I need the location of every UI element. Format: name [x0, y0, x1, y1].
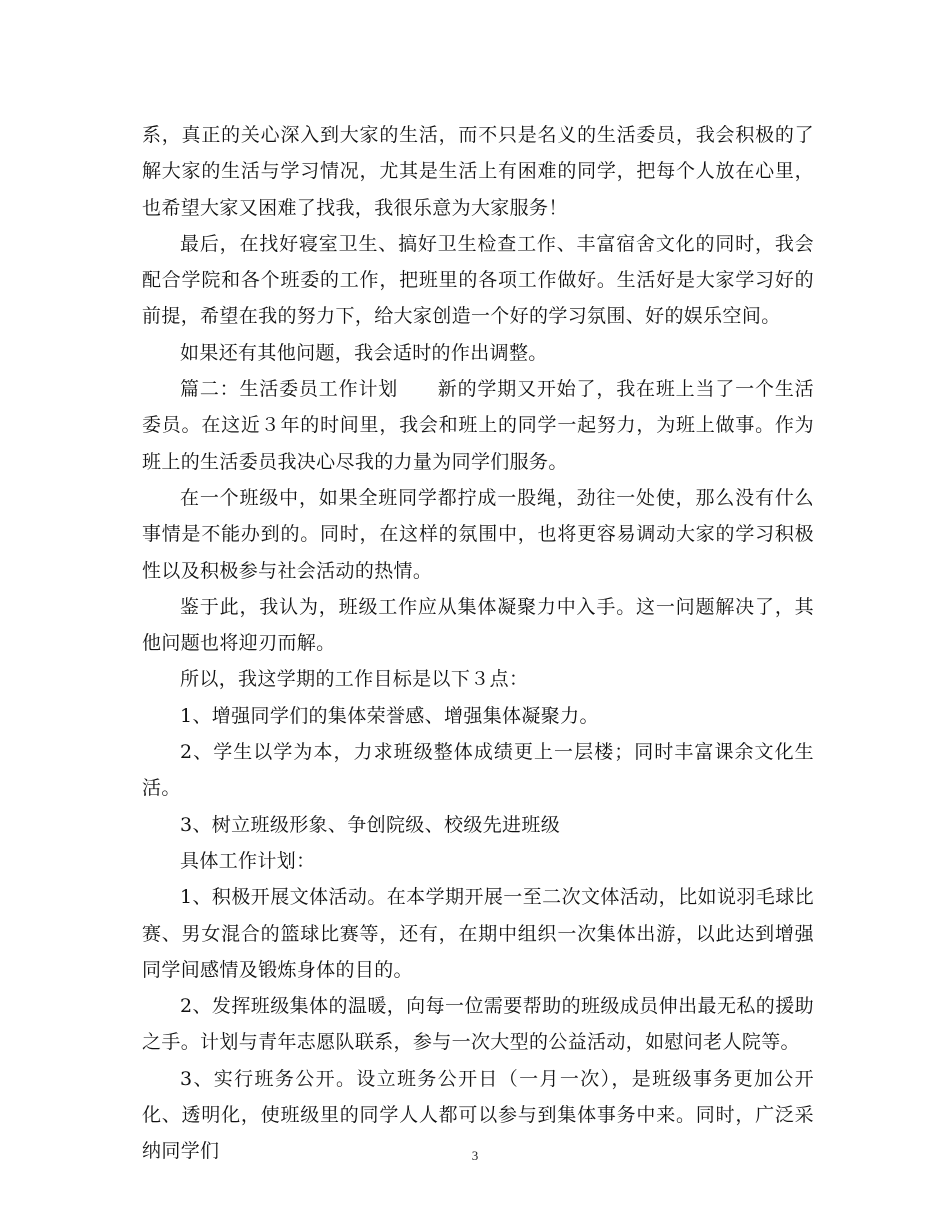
plan-item: 1、积极开展文体活动。在本学期开展一至二次文体活动，比如说羽毛球比赛、男女混合的篮球比赛等，还有，在期中组织一次集体出游，以此达到增强同学间感情及锻炼身体的目的。: [142, 886, 814, 981]
paragraph: 最后，在找好寝室卫生、搞好卫生检查工作、丰富宿舍文化的同时，我会配合学院和各个班委的工作，把班里的各项工作做好。生活好是大家学习好的前提，希望在我的努力下，给大家创造一个好的学习氛围、好的娱乐空间。: [142, 232, 814, 328]
section-heading-paragraph: 篇二：生活委员工作计划 新的学期又开始了，我在班上当了一个生活委员。在这近３年的时间里，我会和班上的同学一起努力，为班上做事。作为班上的生活委员我决心尽我的力量为同学们服务。: [142, 378, 814, 473]
goal-item: 2、学生以学为本，力求班级整体成绩更上一层楼；同时丰富课余文化生活。: [142, 741, 814, 800]
paragraph: 系，真正的关心深入到大家的生活，而不只是名义的生活委员，我会积极的了解大家的生活与学习情况，尤其是生活上有困难的同学，把每个人放在心里，也希望大家又困难了找我，我很乐意为大家服务！: [142, 124, 814, 219]
paragraph: 所以，我这学期的工作目标是以下３点：: [180, 668, 529, 691]
goal-item: 3、树立班级形象、争创院级、校级先进班级: [180, 813, 561, 836]
document-body: [142, 117, 814, 1170]
paragraph: 如果还有其他问题，我会适时的作出调整。: [180, 341, 548, 364]
plan-item: 2、发挥班级集体的温暖，向每一位需要帮助的班级成员伸出最无私的援助之手。计划与青年志愿队联系，参与一次大型的公益活动，如慰问老人院等。: [142, 995, 814, 1054]
plan-heading: 具体工作计划：: [180, 849, 316, 872]
plan-item: 3、实行班务公开。设立班务公开日（一月一次），是班级事务更加公开化、透明化，使班级里的同学人人都可以参与到集体事务中来。同时，广泛采纳同学们: [142, 1067, 814, 1163]
page-number: 3: [471, 1148, 479, 1163]
paragraph: 鉴于此，我认为，班级工作应从集体凝聚力中入手。这一问题解决了，其他问题也将迎刃而解。: [142, 595, 814, 655]
goal-item: 1、增强同学们的集体荣誉感、增强集体凝聚力。: [180, 704, 599, 727]
paragraph: 在一个班级中，如果全班同学都拧成一股绳，劲往一处使，那么没有什么事情是不能办到的。同时，在这样的氛围中，也将更容易调动大家的学习积极性以及积极参与社会活动的热情。: [142, 486, 814, 582]
